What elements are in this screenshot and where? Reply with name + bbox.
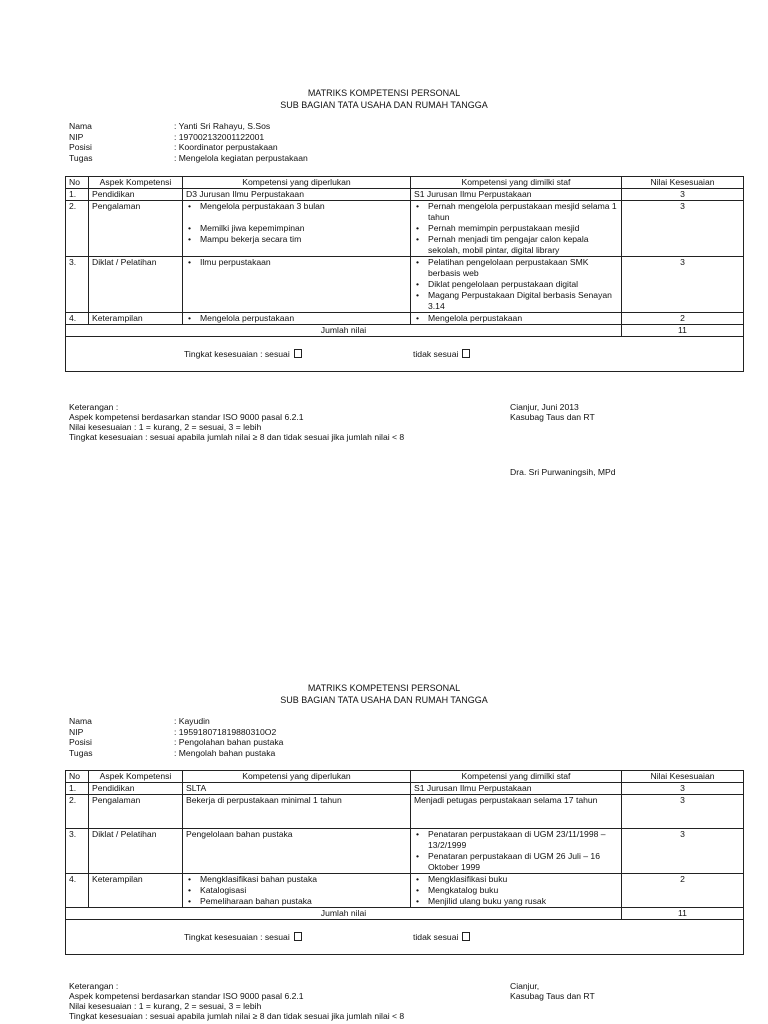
row-nilai: 2 (622, 874, 744, 908)
fit-row (66, 920, 744, 955)
keterangan (69, 402, 404, 442)
row-required: SLTA (183, 783, 411, 795)
keterangan-line: Aspek kompetensi berdasarkan standar ISO 9000 pasal 6.2.1 (69, 991, 304, 1001)
row-owned: S1 Jurusan Ilmu Perpustakaan (411, 189, 622, 201)
posisi-value: : Pengolahan bahan pustaka (174, 737, 284, 747)
list-item: • Memilki jiwa kepemimpinan (200, 223, 407, 234)
row-no: 1. (66, 189, 89, 201)
fit-row (66, 337, 744, 372)
title-line-1: MATRIKS KOMPETENSI PERSONAL (307, 88, 461, 98)
row-required (183, 313, 411, 325)
table-row (66, 783, 744, 795)
row-required (183, 257, 411, 313)
competency-table (65, 176, 744, 372)
total-value: 11 (622, 325, 744, 337)
header-dimiliki: Kompetensi yang dimilki staf (411, 177, 622, 189)
list-item: • Mengkatalog buku (428, 885, 618, 896)
list-item: • Katalogisasi (200, 885, 407, 896)
row-aspek: Pendidikan (89, 783, 183, 795)
table-row (66, 201, 744, 257)
tugas-value: : Mengelola kegiatan perpustakaan (174, 152, 308, 163)
list-item: • Mengelola perpustakaan (200, 313, 407, 324)
list-item: • Ilmu perpustakaan (200, 257, 407, 268)
fit-tidak-sesuai (413, 932, 470, 943)
keterangan-line: Aspek kompetensi berdasarkan standar ISO 9000 pasal 6.2.1 (69, 412, 304, 422)
keterangan-line: Keterangan : (69, 981, 119, 991)
list-item: • Pemeliharaan bahan pustaka (200, 896, 407, 907)
nama-label: Nama (69, 716, 92, 726)
row-no: 4. (66, 313, 89, 325)
row-owned (411, 874, 622, 908)
row-aspek: Keterampilan (89, 874, 183, 908)
sign-jabatan: Kasubag Taus dan RT (510, 991, 595, 1001)
list-item: • Diklat pengelolaan perpustakaan digital (428, 279, 618, 290)
keterangan-line: Nilai kesesuaian : 1 = kurang, 2 = sesuai, 3 = lebih (69, 1001, 262, 1011)
nip-value: : 195918071819880310O2 (174, 726, 277, 737)
nama-label: Nama (69, 121, 92, 131)
row-no: 2. (66, 795, 89, 829)
fit-tidak-sesuai-label: tidak sesuai (413, 932, 459, 942)
list-item: • Mengklasifikasi bahan pustaka (200, 874, 407, 885)
posisi-label: Posisi (69, 142, 92, 152)
row-owned (411, 201, 622, 257)
list-item: • Mengelola perpustakaan (428, 313, 618, 324)
row-nilai: 3 (622, 257, 744, 313)
fit-cell (66, 920, 744, 955)
list-item: • Penataran perpustakaan di UGM 23/11/1998 – 13/2/1999 (428, 829, 618, 851)
checkbox-icon[interactable] (462, 932, 470, 941)
header-dimiliki: Kompetensi yang dimilki staf (411, 771, 622, 783)
row-aspek: Keterampilan (89, 313, 183, 325)
row-no: 1. (66, 783, 89, 795)
table-row (66, 829, 744, 874)
row-aspek: Diklat / Pelatihan (89, 257, 183, 313)
table-row (66, 313, 744, 325)
doc-title (0, 87, 768, 111)
nama-value: : Yanti Sri Rahayu, S.Sos (174, 121, 271, 131)
doc-title (0, 682, 768, 706)
row-nilai: 3 (622, 201, 744, 257)
fit-sesuai (184, 932, 302, 943)
sign-place: Cianjur, (510, 981, 540, 991)
header-no: No (66, 177, 89, 189)
row-aspek: Pengalaman (89, 795, 183, 829)
tugas-label: Tugas (69, 152, 93, 163)
nip-label: NIP (69, 726, 84, 737)
sign-jabatan: Kasubag Taus dan RT (510, 412, 595, 422)
nip-value: : 197002132001122001 (174, 131, 265, 142)
fit-sesuai (184, 349, 302, 360)
posisi-value: : Koordinator perpustakaan (174, 142, 278, 152)
checkbox-icon[interactable] (462, 349, 470, 358)
row-owned: S1 Jurusan Ilmu Perpustakaan (411, 783, 622, 795)
posisi-label: Posisi (69, 737, 92, 747)
title-line-1: MATRIKS KOMPETENSI PERSONAL (307, 683, 461, 693)
checkbox-icon[interactable] (294, 932, 302, 941)
table-row (66, 874, 744, 908)
title-line-2: SUB BAGIAN TATA USAHA DAN RUMAH TANGGA (280, 695, 488, 705)
row-no: 2. (66, 201, 89, 257)
total-value: 11 (622, 908, 744, 920)
keterangan-line: Tingkat kesesuaian : sesuai apabila jumlah nilai ≥ 8 dan tidak sesuai jika jumlah nilai < 8 (69, 1011, 405, 1021)
total-row (66, 325, 744, 337)
signer-name: Dra. Sri Purwaningsih, MPd (510, 467, 616, 477)
nama-value: : Kayudin (174, 716, 210, 726)
tugas-value: : Mengolah bahan pustaka (174, 747, 276, 758)
row-no: 4. (66, 874, 89, 908)
fit-sesuai-label: Tingkat kesesuaian : sesuai (184, 932, 290, 942)
list-item: • Penataran perpustakaan di UGM 26 Juli – 16 Oktober 1999 (428, 851, 618, 873)
row-no: 3. (66, 257, 89, 313)
list-item: • Pelatihan pengelolaan perpustakaan SMK berbasis web (428, 257, 618, 279)
fit-tidak-sesuai-label: tidak sesuai (413, 349, 459, 359)
row-aspek: Pengalaman (89, 201, 183, 257)
row-nilai: 3 (622, 829, 744, 874)
table-header-row (66, 177, 744, 189)
row-owned (411, 829, 622, 874)
table-header-row (66, 771, 744, 783)
table-row (66, 257, 744, 313)
fit-tidak-sesuai (413, 349, 470, 360)
table-row (66, 189, 744, 201)
personal-info (69, 716, 283, 758)
header-no: No (66, 771, 89, 783)
row-nilai: 2 (622, 313, 744, 325)
competency-table (65, 770, 744, 955)
row-required (183, 201, 411, 257)
row-required: D3 Jurusan Ilmu Perpustakaan (183, 189, 411, 201)
list-item: • Mengklasifikasi buku (428, 874, 618, 885)
title-line-2: SUB BAGIAN TATA USAHA DAN RUMAH TANGGA (280, 100, 488, 110)
row-nilai: 3 (622, 189, 744, 201)
tugas-label: Tugas (69, 747, 93, 758)
row-required (183, 874, 411, 908)
header-nilai: Nilai Kesesuaian (622, 177, 744, 189)
row-aspek: Diklat / Pelatihan (89, 829, 183, 874)
checkbox-icon[interactable] (294, 349, 302, 358)
list-item: • Pernah memimpin perpustakaan mesjid (428, 223, 618, 234)
signature-block (510, 402, 595, 422)
row-owned: Menjadi petugas perpustakaan selama 17 tahun (411, 795, 622, 829)
row-no: 3. (66, 829, 89, 874)
list-item: • Mampu bekerja secara tim (200, 234, 407, 245)
total-label: Jumlah nilai (66, 325, 622, 337)
keterangan (69, 981, 404, 1021)
header-nilai: Nilai Kesesuaian (622, 771, 744, 783)
row-aspek: Pendidikan (89, 189, 183, 201)
header-aspek: Aspek Kompetensi (89, 177, 183, 189)
list-item: • Magang Perpustakaan Digital berbasis Senayan 3.14 (428, 290, 618, 312)
total-row (66, 908, 744, 920)
header-aspek: Aspek Kompetensi (89, 771, 183, 783)
list-item: • Pernah menjadi tim pengajar calon kepala sekolah, mobil pintar, digital library (428, 234, 618, 256)
keterangan-line: Tingkat kesesuaian : sesuai apabila jumlah nilai ≥ 8 dan tidak sesuai jika jumlah nilai < 8 (69, 432, 405, 442)
row-nilai: 3 (622, 795, 744, 829)
nip-label: NIP (69, 131, 84, 142)
fit-sesuai-label: Tingkat kesesuaian : sesuai (184, 349, 290, 359)
header-diperlukan: Kompetensi yang diperlukan (183, 177, 411, 189)
row-required: Bekerja di perpustakaan minimal 1 tahun (183, 795, 411, 829)
sign-place: Cianjur, Juni 2013 (510, 402, 579, 412)
list-item: • Mengelola perpustakaan 3 bulan (200, 201, 407, 212)
table-row (66, 795, 744, 829)
fit-cell (66, 337, 744, 372)
keterangan-line: Nilai kesesuaian : 1 = kurang, 2 = sesuai, 3 = lebih (69, 422, 262, 432)
signature-block (510, 981, 595, 1001)
row-owned (411, 313, 622, 325)
keterangan-line: Keterangan : (69, 402, 119, 412)
row-required: Pengelolaan bahan pustaka (183, 829, 411, 874)
header-diperlukan: Kompetensi yang diperlukan (183, 771, 411, 783)
list-item: • Pernah mengelola perpustakaan mesjid selama 1 tahun (428, 201, 618, 223)
row-owned (411, 257, 622, 313)
total-label: Jumlah nilai (66, 908, 622, 920)
list-item: • Menjilid ulang buku yang rusak (428, 896, 618, 907)
row-nilai: 3 (622, 783, 744, 795)
personal-info (69, 121, 308, 163)
